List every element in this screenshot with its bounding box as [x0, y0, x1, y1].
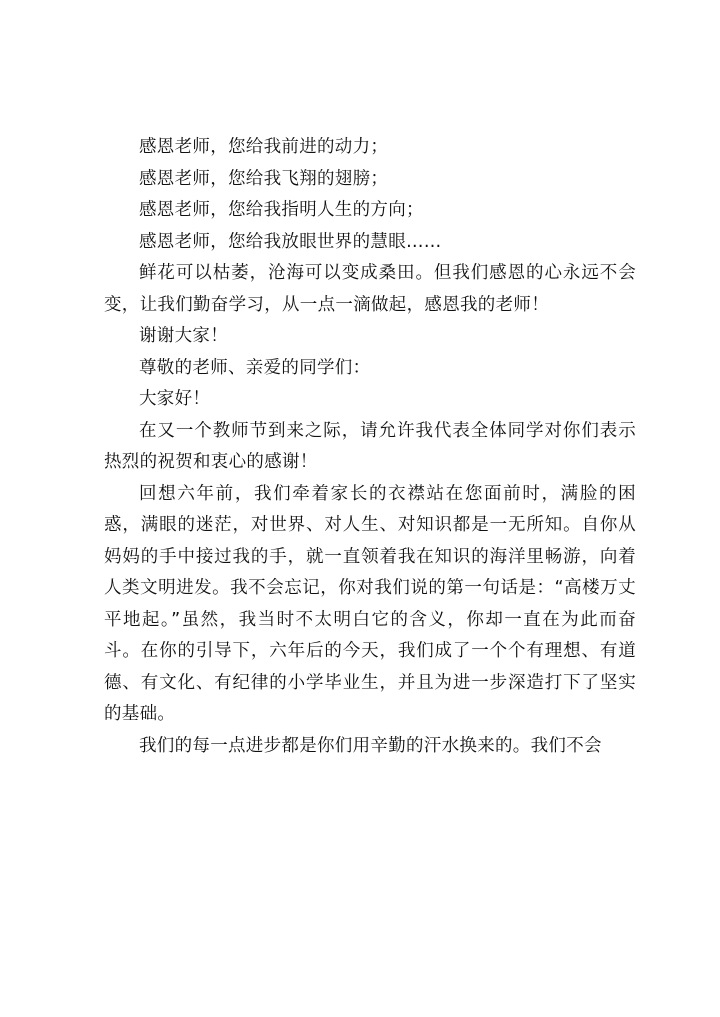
- paragraph-2: 感恩老师，您给我飞翔的翅膀；: [139, 168, 389, 189]
- body-text: [104, 132, 636, 762]
- paragraph-8: 大家好！: [139, 389, 211, 409]
- paragraph-7: 尊敬的老师、亲爱的同学们：: [139, 357, 371, 378]
- paragraph-11: 我们的每一点进步都是你们用辛勤的汗水换来的。我们不会: [139, 735, 602, 756]
- paragraph-3: 感恩老师，您给我指明人生的方向；: [139, 200, 424, 220]
- paragraph-9: 在又一个教师节到来之际，请允许我代表全体同学对你们表示热烈的祝贺和衷心的感谢！: [104, 420, 636, 472]
- paragraph-5: 鲜花可以枯萎，沧海可以变成桑田。但我们感恩的心永远不会变，让我们勤奋学习，从一点一滴做起，感恩我的老师！: [104, 263, 636, 315]
- paragraph-1: 感恩老师，您给我前进的动力；: [139, 137, 389, 157]
- paragraph-10: 回想六年前，我们牵着家长的衣襟站在您面前时，满脸的困惑，满眼的迷茫，对世界、对人生、对知识都是一无所知。自你从妈妈的手中接过我的手，就一直领着我在知识的海洋里畅游，向着人类文明进发。我不会忘记，你对我们说的第一句话是：“高楼万丈平地起。”虽然，我当时不太明白它的含义，你却一直在为此而奋斗。在你的引导下，六年后的今天，我们成了一个个有理想、有道德、有文化、有纪律的小学毕业生，并且为进一步深造打下了坚实的基础。: [104, 483, 636, 724]
- paragraph-6: 谢谢大家！: [139, 326, 228, 346]
- paragraph-4: 感恩老师，您给我放眼世界的慧眼……: [139, 231, 442, 252]
